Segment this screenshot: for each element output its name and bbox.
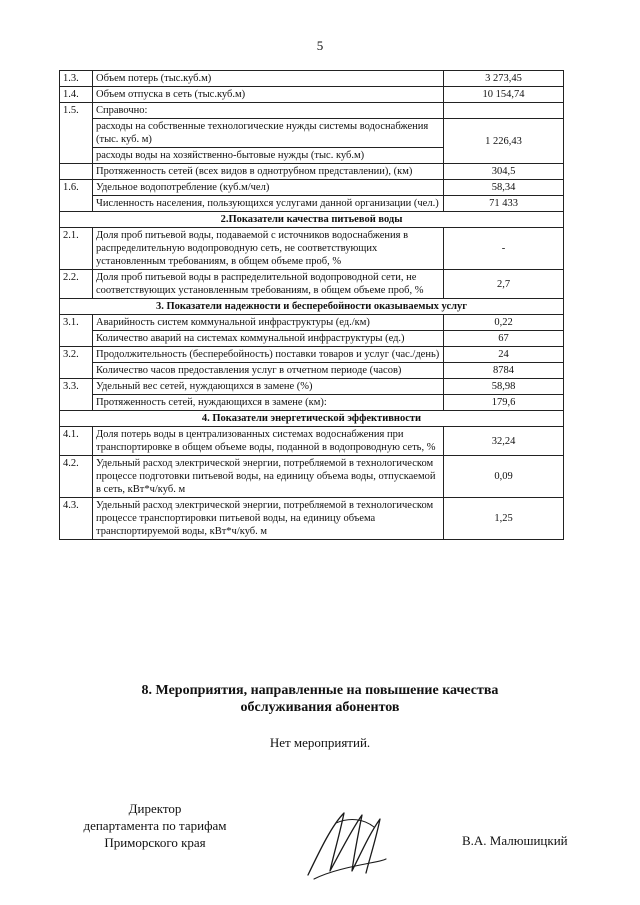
row-number: 1.6. bbox=[60, 180, 93, 212]
handwritten-signature bbox=[300, 805, 390, 885]
row-value: 8784 bbox=[444, 363, 564, 379]
row-number: 2.1. bbox=[60, 228, 93, 270]
row-value bbox=[444, 103, 564, 119]
row-value: 24 bbox=[444, 347, 564, 363]
row-text: Численность населения, пользующихся услугами данной организации (чел.) bbox=[93, 196, 444, 212]
section-row bbox=[60, 212, 564, 228]
measures-heading-line2: обслуживания абонентов bbox=[240, 700, 400, 715]
table-row bbox=[60, 180, 564, 196]
signer-name: В.А. Малюшицкий bbox=[462, 833, 568, 848]
row-value: 67 bbox=[444, 331, 564, 347]
table-row bbox=[60, 347, 564, 363]
measures-heading-line1: 8. Мероприятия, направленные на повышение качества bbox=[141, 683, 499, 698]
row-number: 1.3. bbox=[60, 71, 93, 87]
row-text: Доля потерь воды в централизованных системах водоснабжения при транспортировке в общем объеме воды, поданной в водопроводную сеть, % bbox=[93, 427, 444, 456]
row-text: Объем отпуска в сеть (тыс.куб.м) bbox=[93, 87, 444, 103]
table-row bbox=[60, 379, 564, 395]
table-row bbox=[60, 331, 564, 347]
row-value: 3 273,45 bbox=[444, 71, 564, 87]
row-text: Количество часов предоставления услуг в отчетном периоде (часов) bbox=[93, 363, 444, 379]
row-number: 1.5. bbox=[60, 103, 93, 164]
row-value: 71 433 bbox=[444, 196, 564, 212]
table-row bbox=[60, 456, 564, 498]
table-row bbox=[60, 228, 564, 270]
row-number: 1.4. bbox=[60, 87, 93, 103]
table-row bbox=[60, 119, 564, 148]
row-number: 3.1. bbox=[60, 315, 93, 347]
indicators-table bbox=[59, 70, 564, 540]
row-text: Количество аварий на системах коммунальной инфраструктуры (ед.) bbox=[93, 331, 444, 347]
row-value: 304,5 bbox=[444, 164, 564, 180]
signer-position bbox=[60, 800, 250, 851]
section-heading: 2.Показатели качества питьевой воды bbox=[60, 212, 564, 228]
table-row bbox=[60, 498, 564, 540]
table-row bbox=[60, 270, 564, 299]
row-text: Справочно: bbox=[93, 103, 444, 119]
table-row bbox=[60, 395, 564, 411]
row-value: 0,09 bbox=[444, 456, 564, 498]
table-row bbox=[60, 315, 564, 331]
row-text: расходы на собственные технологические нужды системы водоснабжения (тыс. куб. м) bbox=[93, 119, 444, 148]
row-number: 2.2. bbox=[60, 270, 93, 299]
row-text: Доля проб питьевой воды, подаваемой с источников водоснабжения в распределительную водопроводную сеть, не соответствующих установленным требованиям, в общем объеме проб, % bbox=[93, 228, 444, 270]
row-number: 3.3. bbox=[60, 379, 93, 411]
row-text: Аварийность систем коммунальной инфраструктуры (ед./км) bbox=[93, 315, 444, 331]
row-text: расходы воды на хозяйственно-бытовые нужды (тыс. куб.м) bbox=[93, 148, 444, 164]
table-row bbox=[60, 363, 564, 379]
table-row bbox=[60, 103, 564, 119]
table-row bbox=[60, 71, 564, 87]
row-number bbox=[60, 164, 93, 180]
row-text: Протяженность сетей, нуждающихся в замене (км): bbox=[93, 395, 444, 411]
row-value: 2,7 bbox=[444, 270, 564, 299]
row-value: 0,22 bbox=[444, 315, 564, 331]
table-row bbox=[60, 87, 564, 103]
row-number: 4.2. bbox=[60, 456, 93, 498]
row-number: 4.1. bbox=[60, 427, 93, 456]
row-number: 4.3. bbox=[60, 498, 93, 540]
row-value: 32,24 bbox=[444, 427, 564, 456]
measures-text: Нет мероприятий. bbox=[269, 735, 371, 750]
signer-position-line1: Директор bbox=[128, 801, 182, 816]
signer-position-line3: Приморского края bbox=[104, 835, 206, 850]
row-value: 1,25 bbox=[444, 498, 564, 540]
section-heading: 3. Показатели надежности и бесперебойности оказываемых услуг bbox=[60, 299, 564, 315]
row-text: Удельный расход электрической энергии, потребляемой в технологическом процессе транспортировки питьевой воды, на единицу объема транспортируемой воды, кВт*ч/куб. м bbox=[93, 498, 444, 540]
signer-position-line2: департамента по тарифам bbox=[83, 818, 227, 833]
row-value: 1 226,43 bbox=[444, 119, 564, 164]
row-text: Удельный расход электрической энергии, потребляемой в технологическом процессе подготовки питьевой воды, на единицу объема воды, отпускаемой в сеть, кВт*ч/куб. м bbox=[93, 456, 444, 498]
row-text: Удельный вес сетей, нуждающихся в замене (%) bbox=[93, 379, 444, 395]
indicators-table-body bbox=[60, 71, 564, 540]
row-value: 10 154,74 bbox=[444, 87, 564, 103]
row-value: 58,34 bbox=[444, 180, 564, 196]
row-text: Объем потерь (тыс.куб.м) bbox=[93, 71, 444, 87]
section-row bbox=[60, 411, 564, 427]
row-text: Продолжительность (бесперебойность) поставки товаров и услуг (час./день) bbox=[93, 347, 444, 363]
row-text: Доля проб питьевой воды в распределительной водопроводной сети, не соответствующих установленным требованиям, в общем объеме проб, % bbox=[93, 270, 444, 299]
table-row bbox=[60, 427, 564, 456]
page-number: 5 bbox=[316, 38, 324, 53]
table-row bbox=[60, 196, 564, 212]
row-value: 58,98 bbox=[444, 379, 564, 395]
section-row bbox=[60, 299, 564, 315]
row-text: Протяженность сетей (всех видов в однотрубном представлении), (км) bbox=[93, 164, 444, 180]
row-number: 3.2. bbox=[60, 347, 93, 379]
measures-heading bbox=[0, 682, 640, 716]
row-text: Удельное водопотребление (куб.м/чел) bbox=[93, 180, 444, 196]
row-value: - bbox=[444, 228, 564, 270]
row-value: 179,6 bbox=[444, 395, 564, 411]
table-row bbox=[60, 164, 564, 180]
section-heading: 4. Показатели энергетической эффективности bbox=[60, 411, 564, 427]
